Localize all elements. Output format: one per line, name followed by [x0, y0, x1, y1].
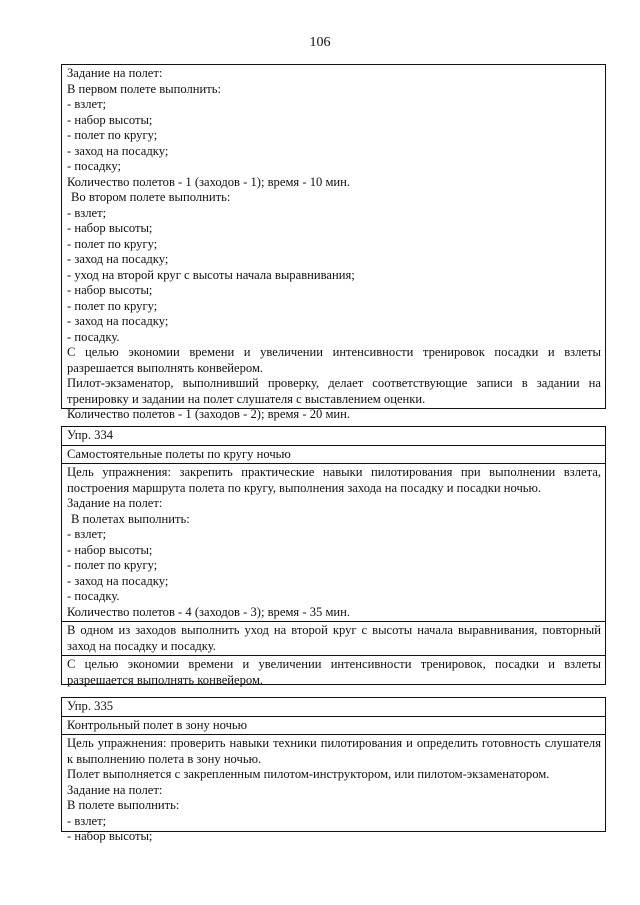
paragraph: С целью экономии времени и увеличении интенсивности тренировок посадки и взлеты разрешается выполнять конвейером.: [67, 345, 601, 375]
list-item: - набор высоты;: [67, 829, 153, 843]
exercise-335-block: [61, 697, 606, 843]
list-item: - полет по кругу;: [67, 128, 158, 142]
list-item: - полет по кругу;: [67, 558, 158, 572]
list-item: - заход на посадку;: [67, 573, 169, 588]
exercise-title: Контрольный полет в зону ночью: [62, 716, 605, 735]
paragraph: С целью экономии времени и увеличении интенсивности тренировок, посадки и взлеты разрешается выполнять конвейером.: [67, 657, 601, 687]
list-item: - набор высоты;: [67, 542, 153, 557]
text-line: В первом полете выполнить:: [67, 81, 221, 96]
flight-count: Количество полетов - 1 (заходов - 1); время - 10 мин.: [67, 174, 351, 189]
exercise-note: [62, 655, 605, 689]
list-item: - посадку;: [67, 159, 122, 173]
exercise-number: Упр. 335: [67, 699, 114, 713]
paragraph: Пилот-экзаменатор, выполнивший проверку, делает соответствующие записи в задании на тренировку и задании на полет слушателя с выставлением оценки.: [67, 376, 601, 406]
list-item: - набор высоты;: [67, 221, 153, 235]
list-item: - заход на посадку;: [67, 314, 169, 328]
text-line: В полете выполнить:: [67, 798, 180, 812]
flight-task-cell: [62, 65, 605, 424]
page-number: 106: [309, 35, 331, 50]
text-line: Задание на полет:: [67, 782, 163, 797]
list-item: - заход на посадку;: [67, 252, 169, 266]
text-line: Задание на полет:: [67, 66, 163, 80]
exercise-goal: Цель упражнения: закрепить практические навыки пилотирования при выполнении взлета, построения маршрута полета по кругу, выполнения захода на посадку и посадки ночью.: [67, 465, 601, 495]
text-line: Полет выполняется с закрепленным пилотом-инструктором, или пилотом-экзаменатором.: [67, 767, 550, 781]
exercise-goal: Цель упражнения: проверить навыки техники пилотирования и определить готовность слушателя к выполнению полета в зону ночью.: [67, 736, 601, 766]
exercise-note: [62, 621, 605, 655]
exercise-body: [62, 463, 605, 621]
flight-count: Количество полетов - 1 (заходов - 2); время - 20 мин.: [67, 407, 351, 421]
list-item: - набор высоты;: [67, 112, 153, 127]
exercise-title: Самостоятельные полеты по кругу ночью: [62, 445, 605, 464]
exercise-334-block: [61, 426, 606, 685]
paragraph: В одном из заходов выполнить уход на второй круг с высоты начала выравнивания, повторный заход на посадку и посадку.: [67, 623, 601, 653]
list-item: - полет по кругу;: [67, 236, 158, 251]
list-item: - уход на второй круг с высоты начала выравнивания;: [67, 267, 355, 282]
list-item: - взлет;: [67, 205, 107, 220]
exercise-body: [62, 734, 605, 846]
list-item: - полет по кругу;: [67, 298, 158, 313]
list-item: - посадку.: [67, 329, 120, 344]
list-item: - заход на посадку;: [67, 143, 169, 158]
list-item: - взлет;: [67, 527, 107, 541]
flight-count: Количество полетов - 4 (заходов - 3); время - 35 мин.: [67, 604, 351, 619]
text-line: В полетах выполнить:: [71, 511, 190, 526]
list-item: - взлет;: [67, 813, 107, 828]
text-line: Во втором полете выполнить:: [71, 190, 231, 204]
list-item: - посадку.: [67, 589, 120, 603]
flight-task-block: [61, 64, 606, 421]
text-line: Задание на полет:: [67, 496, 163, 510]
list-item: - взлет;: [67, 97, 107, 111]
list-item: - набор высоты;: [67, 283, 153, 297]
exercise-number: Упр. 334: [67, 428, 114, 442]
